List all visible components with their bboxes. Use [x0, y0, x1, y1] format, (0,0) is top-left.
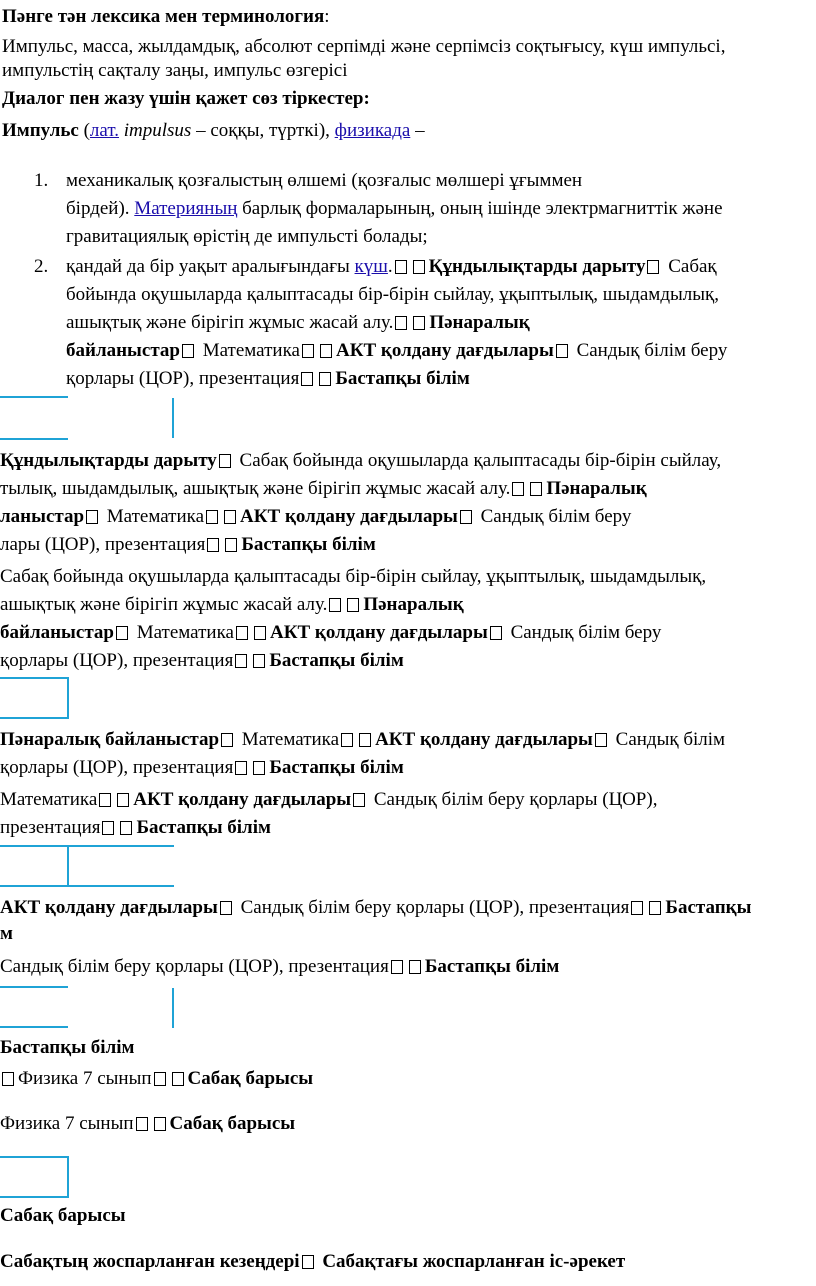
definition-line: Импульс (лат. impulsus – соққы, түрткі), физикада – — [2, 120, 425, 141]
fragment-8-line-1: Физика 7 сынып Сабақ барысы — [0, 1113, 296, 1134]
missing-glyph-icon — [2, 1072, 14, 1086]
missing-glyph-icon — [490, 626, 502, 640]
missing-glyph-icon — [86, 510, 98, 524]
missing-glyph-icon — [595, 733, 607, 747]
missing-glyph-icon — [631, 901, 643, 915]
missing-glyph-icon — [556, 344, 568, 358]
missing-glyph-icon — [219, 454, 231, 468]
missing-glyph-icon — [302, 1255, 314, 1269]
frame-line — [172, 398, 174, 438]
fragment-5-line-1: АКТ қолдану дағдылары Сандық білім беру қорлары (ЦОР), презентация Бастапқы — [0, 897, 752, 918]
fragment-4-line-2: презентация Бастапқы білім — [0, 817, 271, 838]
missing-glyph-icon — [253, 654, 265, 668]
missing-glyph-icon — [154, 1072, 166, 1086]
missing-glyph-icon — [236, 626, 248, 640]
frame-line — [0, 677, 68, 679]
lat-link[interactable]: лат. — [89, 120, 119, 141]
missing-glyph-icon — [329, 598, 341, 612]
fragment-2-line-1: Сабақ бойында оқушыларда қалыптасады бір-бірін сыйлау, ұқыптылық, шыдамдылық, — [0, 566, 707, 587]
lesson-stages-line: Сабақтың жоспарланған кезеңдері Сабақтағы жоспарланған іс-әрекет — [0, 1251, 626, 1272]
missing-glyph-icon — [235, 761, 247, 775]
missing-glyph-icon — [301, 372, 313, 386]
fragment-2-line-2: ашықтық және бірігіп жұмыс жасай алу. Пәнаралық — [0, 594, 464, 615]
missing-glyph-icon — [530, 482, 542, 496]
missing-glyph-icon — [649, 901, 661, 915]
frame-line — [0, 1196, 68, 1198]
missing-glyph-icon — [224, 510, 236, 524]
frame-line — [0, 396, 68, 398]
terms-line-2: импульстің сақталу заңы, импульс өзгерісі — [2, 60, 348, 81]
missing-glyph-icon — [206, 510, 218, 524]
fragment-9-line-1: Сабақ барысы — [0, 1205, 126, 1226]
frame-line — [67, 1156, 69, 1198]
missing-glyph-icon — [221, 733, 233, 747]
list-item-2-line-4: байланыстар Математика АКТ қолдану дағдылары Сандық білім беру — [66, 340, 728, 361]
frame-line — [67, 677, 69, 719]
heading-terminology: Пәнге тән лексика мен терминология: — [2, 6, 330, 27]
missing-glyph-icon — [391, 960, 403, 974]
list-item-1-line-1: механикалық қозғалыстың өлшемі (қозғалыс мөлшері ұғыммен — [66, 170, 583, 191]
missing-glyph-icon — [359, 733, 371, 747]
frame-line — [0, 717, 68, 719]
frame-line — [172, 988, 174, 1028]
heading-dialog: Диалог пен жазу үшін қажет сөз тіркестер: — [2, 88, 370, 109]
missing-glyph-icon — [320, 344, 332, 358]
missing-glyph-icon — [319, 372, 331, 386]
list-number-1: 1. — [34, 170, 49, 191]
fragment-2-line-4: қорлары (ЦОР), презентация Бастапқы білім — [0, 650, 404, 671]
list-item-1-line-2: бірдей). Материяның барлық формаларының, оның ішінде электрмагниттік және — [66, 198, 723, 219]
missing-glyph-icon — [120, 821, 132, 835]
missing-glyph-icon — [253, 761, 265, 775]
missing-glyph-icon — [225, 538, 237, 552]
fragment-3-line-1: Пәнаралық байланыстар Математика АКТ қолдану дағдылары Сандық білім — [0, 729, 726, 750]
frame-line — [0, 1026, 68, 1028]
missing-glyph-icon — [395, 316, 407, 330]
missing-glyph-icon — [235, 654, 247, 668]
fragment-7-line-1: Бастапқы білім — [0, 1037, 135, 1058]
missing-glyph-icon — [99, 793, 111, 807]
missing-glyph-icon — [102, 821, 114, 835]
missing-glyph-icon — [154, 1117, 166, 1131]
matter-link[interactable]: Материяның — [134, 198, 238, 219]
list-item-1-line-3: гравитациялық өрістің де импульсті болады; — [66, 226, 428, 247]
missing-glyph-icon — [409, 960, 421, 974]
force-link[interactable]: күш — [354, 256, 388, 277]
missing-glyph-icon — [413, 260, 425, 274]
fragment-5-line-2: м — [0, 923, 13, 944]
missing-glyph-icon — [117, 793, 129, 807]
physics-link[interactable]: физикада — [334, 120, 411, 141]
fragment-1-line-3: ланыстар Математика АКТ қолдану дағдылары Сандық білім беру — [0, 506, 632, 527]
fragment-2-line-3: байланыстар Математика АКТ қолдану дағдылары Сандық білім беру — [0, 622, 662, 643]
missing-glyph-icon — [254, 626, 266, 640]
missing-glyph-icon — [347, 598, 359, 612]
missing-glyph-icon — [207, 538, 219, 552]
missing-glyph-icon — [220, 901, 232, 915]
fragment-7-line-2: Физика 7 сынып Сабақ барысы — [0, 1065, 313, 1093]
missing-glyph-icon — [341, 733, 353, 747]
missing-glyph-icon — [353, 793, 365, 807]
frame-line — [0, 438, 68, 440]
missing-glyph-icon — [116, 626, 128, 640]
missing-glyph-icon — [460, 510, 472, 524]
fragment-3-line-2: қорлары (ЦОР), презентация Бастапқы білім — [0, 757, 404, 778]
frame-line — [0, 1156, 68, 1158]
fragment-1-line-1: Құндылықтарды дарыту Сабақ бойында оқушыларда қалыптасады бір-бірін сыйлау, — [0, 450, 722, 471]
frame-line — [0, 986, 68, 988]
list-item-2-line-5: қорлары (ЦОР), презентация Бастапқы білім — [66, 368, 470, 389]
list-item-2-line-2: бойында оқушыларда қалыптасады бір-бірін сыйлау, ұқыптылық, шыдамдылық, — [66, 284, 719, 305]
list-number-2: 2. — [34, 256, 49, 277]
missing-glyph-icon — [647, 260, 659, 274]
missing-glyph-icon — [302, 344, 314, 358]
missing-glyph-icon — [413, 316, 425, 330]
missing-glyph-icon — [172, 1072, 184, 1086]
list-item-2-line-1: қандай да бір уақыт аралығындағы күш. Құндылықтарды дарыту Сабақ — [66, 256, 717, 277]
frame-line — [0, 845, 174, 847]
missing-glyph-icon — [395, 260, 407, 274]
list-item-2-line-3: ашықтық және бірігіп жұмыс жасай алу. Пәнаралық — [66, 312, 530, 333]
fragment-4-line-1: Математика АКТ қолдану дағдылары Сандық білім беру қорлары (ЦОР), — [0, 789, 658, 810]
terms-line-1: Импульс, масса, жылдамдық, абсолют серпімді және серпімсіз соқтығысу, күш импульсі, — [2, 36, 726, 57]
fragment-1-line-2: тылық, шыдамдылық, ашықтық және бірігіп жұмыс жасай алу. Пәнаралық — [0, 478, 647, 499]
missing-glyph-icon — [512, 482, 524, 496]
frame-line — [0, 885, 174, 887]
fragment-1-line-4: лары (ЦОР), презентация Бастапқы білім — [0, 534, 376, 555]
frame-line — [67, 845, 69, 887]
fragment-6-line-1: Сандық білім беру қорлары (ЦОР), презентация Бастапқы білім — [0, 956, 560, 977]
missing-glyph-icon — [182, 344, 194, 358]
missing-glyph-icon — [136, 1117, 148, 1131]
